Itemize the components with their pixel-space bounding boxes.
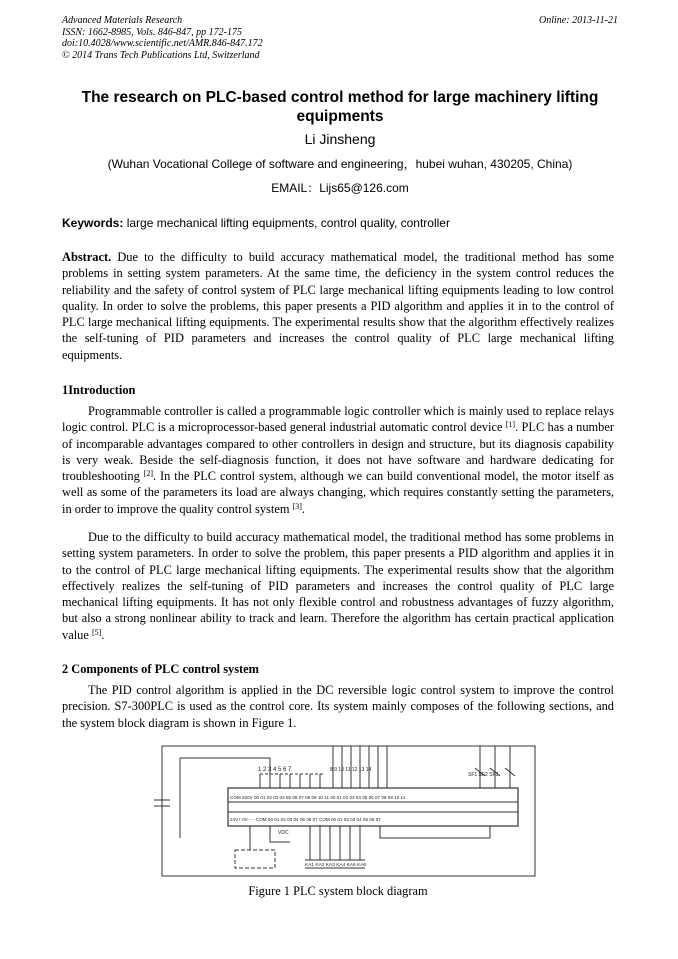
figure-caption: Figure 1 PLC system block diagram — [248, 884, 428, 898]
paper-title-line2: equipments — [296, 108, 384, 125]
fig-row1: COM 220V 00 01 02 03 04 05 06 07 08 09 10 11 00 01 02 03 04 05 06 07 08 09 10 11 — [230, 795, 406, 800]
section1-p1-text-b: . PLC has a number of incomparable advantages compared to other controllers in design and structure, but its diagnosis capability is very weak. Beside the self-diagnosis function, it does not have software and hardware dedicating for troubleshooting — [62, 420, 614, 484]
keywords-text: large mechanical lifting equipments, control quality, controller — [123, 216, 450, 230]
plc-wiring-diagram — [150, 738, 540, 880]
section1-p1-text-d: . — [301, 501, 305, 516]
abstract-paragraph — [62, 249, 614, 363]
paper-email: EMAIL：Lijs65@126.com — [271, 181, 409, 195]
section1-paragraph1 — [62, 403, 614, 517]
fig-top-inputs: 1 2 3 4 5 6 7 — [258, 767, 292, 773]
journal-copyright: © 2014 Trans Tech Publications Ltd, Switzerland — [62, 49, 260, 61]
citation-ref3: [3] — [292, 501, 302, 511]
citation-ref5: [5] — [91, 627, 102, 637]
section2-heading: 2 Components of PLC control system — [62, 662, 259, 676]
paper-title — [62, 88, 618, 126]
section1-p1-text-c: . In the PLC control system, although we can build conventional model, the motor itself as well as some of the parameters its load are always changing, which requires constantly setting the parameters, in order to improve the quality control system — [62, 469, 614, 516]
section2-paragraph1: The PID control algorithm is applied in the DC reversible logic control system to improve the control precision. S7-300PLC is used as the control core. Its system mainly composes of the following sections, and the system block diagram is shown in Figure 1. — [62, 683, 614, 730]
journal-doi: doi:10.4028/www.scientific.net/AMR.846-847.172 — [62, 38, 263, 49]
paper-affiliation: (Wuhan Vocational College of software and engineering，hubei wuhan, 430205, China) — [107, 157, 573, 171]
section1-p2-text-b: . — [101, 627, 105, 642]
paper-keywords — [62, 215, 618, 231]
section1-heading: 1Introduction — [62, 383, 136, 397]
section1-p1-text-a: Programmable controller is called a programmable logic controller which is mainly used to replace relays logic control. PLC is a microprocessor-based general industrial automatic control device — [62, 404, 614, 435]
plc-block-diagram-figure — [150, 738, 540, 880]
section1-paragraph2 — [62, 529, 614, 643]
journal-header — [62, 15, 618, 61]
fig-relay-labels: KA1 KA2 KA3 KA4 KA5 KA6 — [305, 863, 367, 868]
fig-right-labels: SF1 SF2 SF3 — [468, 772, 499, 778]
keywords-label: Keywords: — [62, 216, 124, 230]
fig-row2: 24V+ 0V- - - COM 00 01 02 03 04 05 06 07 COM 00 01 02 03 04 05 06 07 — [230, 817, 381, 822]
paper-title-line1: The research on PLC-based control method for large machinery lifting — [81, 89, 599, 106]
abstract-text: Due to the difficulty to build accuracy mathematical model, the traditional method has some problems in setting system parameters. At the same time, the deficiency in the system control reduces the reliability and the safety of control system of PLC large mechanical lifting equipments leading to low control quality. In order to solve the problems, this paper presents a PID algorithm and applies it in to the control of PLC large mechanical lifting equipments. The experimental results show that the algorithm effectively realizes the self-tuning of PID parameters and increases the control quality of PLC large mechanical lifting equipments. — [62, 250, 614, 362]
citation-ref2: [2] — [143, 469, 154, 479]
fig-top-inputs2: 8 9 10 11 12 13 14 — [330, 767, 372, 773]
journal-name: Advanced Materials Research — [62, 15, 183, 26]
section1-p2-text-a: Due to the difficulty to build accuracy mathematical model, the traditional method has some problems in setting system parameters. In order to solve the problem, this paper presents a PID algorithm and applies it in to the control of PLC large mechanical lifting equipments. The experimental results show that the algorithm effectively realizes the self-tuning of PID parameters and increases the control quality of PLC large mechanical lifting equipments. It has not only flexible control and robustness advantages of fuzzy algorithm, but also a strong nonlinear ability to track and learn. Therefore the algorithm has certain practical application value — [62, 530, 614, 642]
fig-vdc-label: VDC — [278, 830, 289, 836]
citation-ref1: [1] — [505, 420, 516, 430]
journal-issn: ISSN: 1662-8985, Vols. 846-847, pp 172-175 — [62, 26, 242, 38]
online-date: Online: 2013-11-21 — [539, 15, 618, 26]
abstract-label: Abstract. — [62, 250, 112, 264]
paper-author: Li Jinsheng — [304, 131, 376, 147]
